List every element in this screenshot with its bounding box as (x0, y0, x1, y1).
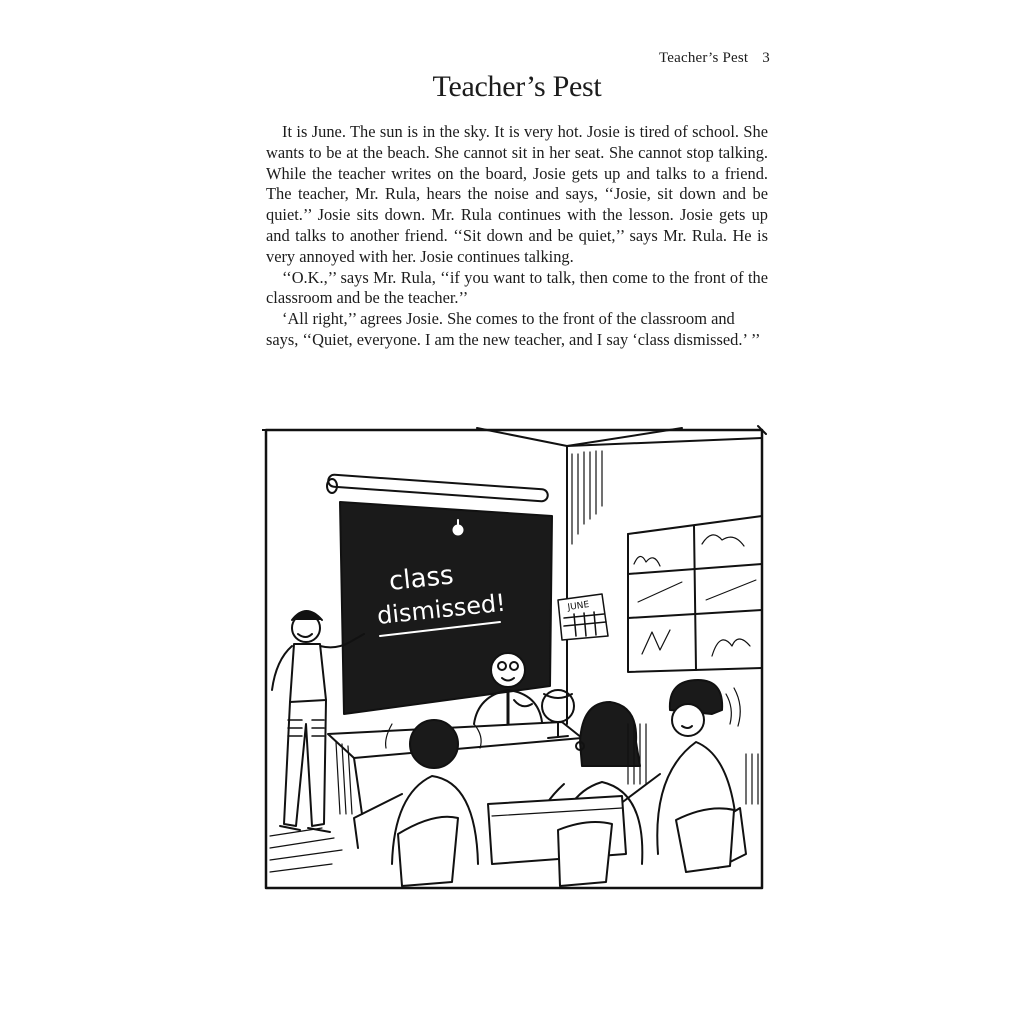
calendar-month: JUNE (567, 600, 590, 613)
story-paragraph-2: ‘‘O.K.,’’ says Mr. Rula, ‘‘if you want to talk, then come to the front of the classroom and be the teacher.’’ (266, 267, 768, 308)
globe (542, 690, 574, 738)
page-number: 3 (762, 50, 770, 66)
story-text (266, 122, 768, 351)
floor-shading (270, 828, 342, 872)
window-blind-roller (327, 474, 548, 501)
story-paragraph-3: ‘All right,’’ agrees Josie. She comes to the front of the classroom and says, ‘‘Quiet, everyone. I am the new teacher, and I say ‘class dismissed.’ ’’ (266, 309, 761, 349)
classroom-window (628, 516, 762, 672)
chalkboard-text-line2: dismissed! (375, 588, 508, 630)
chalkboard-text-line1: class (387, 560, 455, 597)
story-title: Teacher’s Pest (432, 70, 602, 103)
classroom-illustration (262, 424, 768, 898)
story-paragraph-1: It is June. The sun is in the sky. It is very hot. Josie is tired of school. She wants to be at the beach. She cannot sit in her seat. She cannot stop talking. While the teacher writes on the board, Josie gets up and talks to a friend. The teacher, Mr. Rula, hears the noise and says, ‘‘Josie, sit down and be quiet.’’ Josie sits down. Mr. Rula continues with the lesson. Josie gets up and talks to another friend. ‘‘Sit down and be quiet,’’ says Mr. Rula. He is very annoyed with her. Josie continues talking. (266, 122, 768, 266)
corner-shading (572, 451, 602, 544)
calendar (558, 594, 608, 640)
running-header (600, 50, 770, 67)
running-title: Teacher’s Pest (658, 50, 749, 66)
